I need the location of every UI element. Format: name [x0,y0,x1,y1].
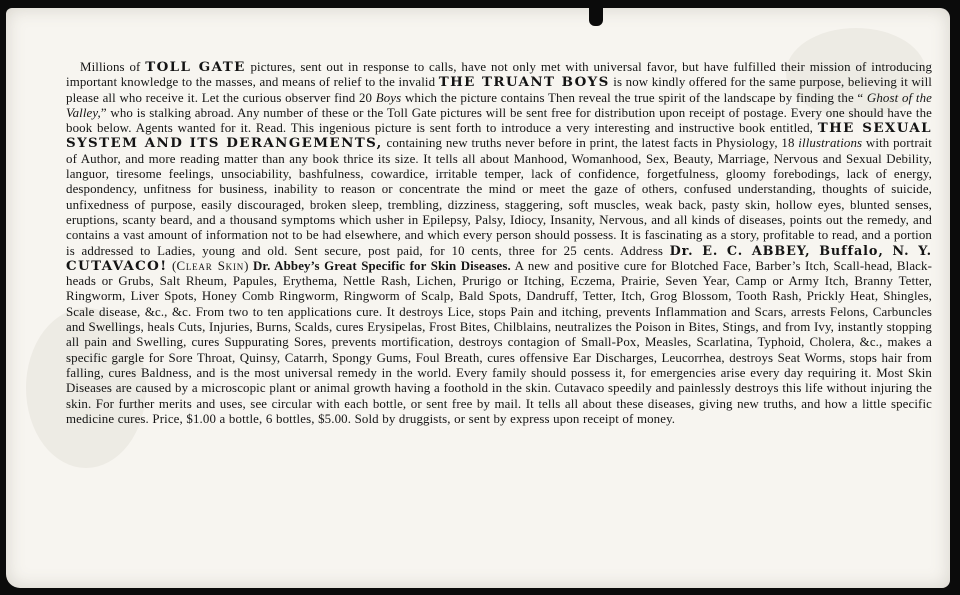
body-text: is now kindly offered for the same purpose, believing it will please all who receive it. Let the curious observer find 20 [66,75,932,105]
body-text: ” who is stalking abroad. Any number of these or the Toll Gate pictures will be sent free for distribution upon receipt of postage. Every one should have the book below. Agents wanted for it. Read. This ingenious picture is sent forth to introduce a very interesting and instructive book entitled, [66,105,932,136]
body-text: containing new truths never before in print, the latest facts in Physiology, 18 [382,136,799,151]
body-text: ) [244,258,253,273]
body-text: ( [167,258,177,273]
heading-text: THE SEXUAL SYSTEM AND ITS DERANGEMENTS, [66,120,932,152]
advertisement-text [66,60,932,427]
card-notch [589,8,603,26]
italic-text: illustrations [798,136,863,151]
heading-text: CUTAVACO! [66,257,168,274]
heading-text: TOLL GATE [145,59,246,75]
body-text: pictures, sent out in response to calls, have not only met with universal favor, but have fulfilled their mission of introducing important knowledge to the masses, and means of relief to the invalid [66,60,933,90]
body-paragraph [66,60,932,427]
heading-text: THE TRUANT BOYS [438,74,610,91]
italic-text: Ghost of the Valley, [66,90,932,120]
body-text: Millions of [80,60,146,74]
body-text: which the picture contains Then reveal the true spirit of the landscape by finding the “ [401,90,867,105]
bold-text: Dr. Abbey’s Great Specific for Skin Diseases. [252,258,511,273]
body-text: with portrait of Author, and more reading matter than any book thrice its size. It tells all about Manhood, Womanhood, Sex, Beauty, Marriage, Nervous and Sexual Debility, languor, tiresome feelings, unsociability, bashfulness, cowardice, irritable temper, lack of confidence, forgetfulness, gloomy forebodings, lack of energy, despondency, unfitness for business, inability to reason or concentrate the mind or meet the gaze of others, confused understanding, thoughts of suicide, unfixedness of purpose, easily discouraged, broken sleep, trembling, dizziness, staggering, soft muscles, weak back, pasty skin, hollow eyes, blunted senses, eruptions, scanty beard, and a thousand symptoms which usher in Epilepsy, Palsy, Idiocy, Insanity, Nervous, and all kinds of diseases, points out the remedy, and contains a vast amount of information not to be had elsewhere, and which every person should possess. It is fascinating as a story, profitable to read, and a portion is addressed to Ladies, young and old. Sent secure, post paid, for 10 cents, three for 25 cents. Address [66,136,932,258]
body-text: A new and positive cure for Blotched Face, Barber’s Itch, Scall-head, Black-heads or Grubs, Salt Rheum, Papules, Erythema, Nettle Rash, Lichen, Prurigo or Itching, Eczema, Prairie, Seven Year, Camp or Army Itch, Branny Tetter, Ringworm, Liver Spots, Honey Comb Ringworm, Ringworm of Scalp, Bald Spots, Dandruff, Tetter, Itch, Grog Blossom, Tooth Rash, Prickly Heat, Shingles, Scale disease, &c., &c. From two to ten applications cure. It destroys Lice, stops Pain and itching, prevents Inflammation and Scars, arrests Felons, Carbuncles and Swellings, heals Cuts, Injuries, Burns, Scalds, cures Erysipelas, Frost Bites, Chilblains, neutralizes the Poison in Bites, Stings, and from Ivy, instantly stopping all pain and Swelling, cures Suppurating Sores, prevents mortification, destroys contagion of Small-Pox, Measles, Scarlatina, Typhoid, Cholera, &c., makes a specific gargle for Sore Throat, Quinsy, Catarrh, Spongy Gums, Foul Breath, cures offensive Ear Discharges, Leucorrhea, destroys Seat Worms, stops hair from falling, cures Baldness, and is the most universal remedy in the world. Every family should possess it, for emergencies arise every day requiring it. Most Skin Diseases are caused by a microscopic plant or animal growth having a foothold in the skin. Cutavaco speedily and painlessly destroys this life without injuring the skin. For further merits and uses, see circular with each bottle, or sent free by mail. It tells all about these diseases, giving new truths, and how a little specific medicine cures. Price, $1.00 a bottle, 6 bottles, $5.00. Sold by druggists, or sent by express upon receipt of money. [66,258,932,426]
advertisement-card [6,8,950,588]
smallcaps-text: Clear Skin [176,258,245,273]
address-text: Dr. E. C. ABBEY, Buffalo, N. Y. [669,243,932,259]
italic-text: Boys [375,90,402,105]
